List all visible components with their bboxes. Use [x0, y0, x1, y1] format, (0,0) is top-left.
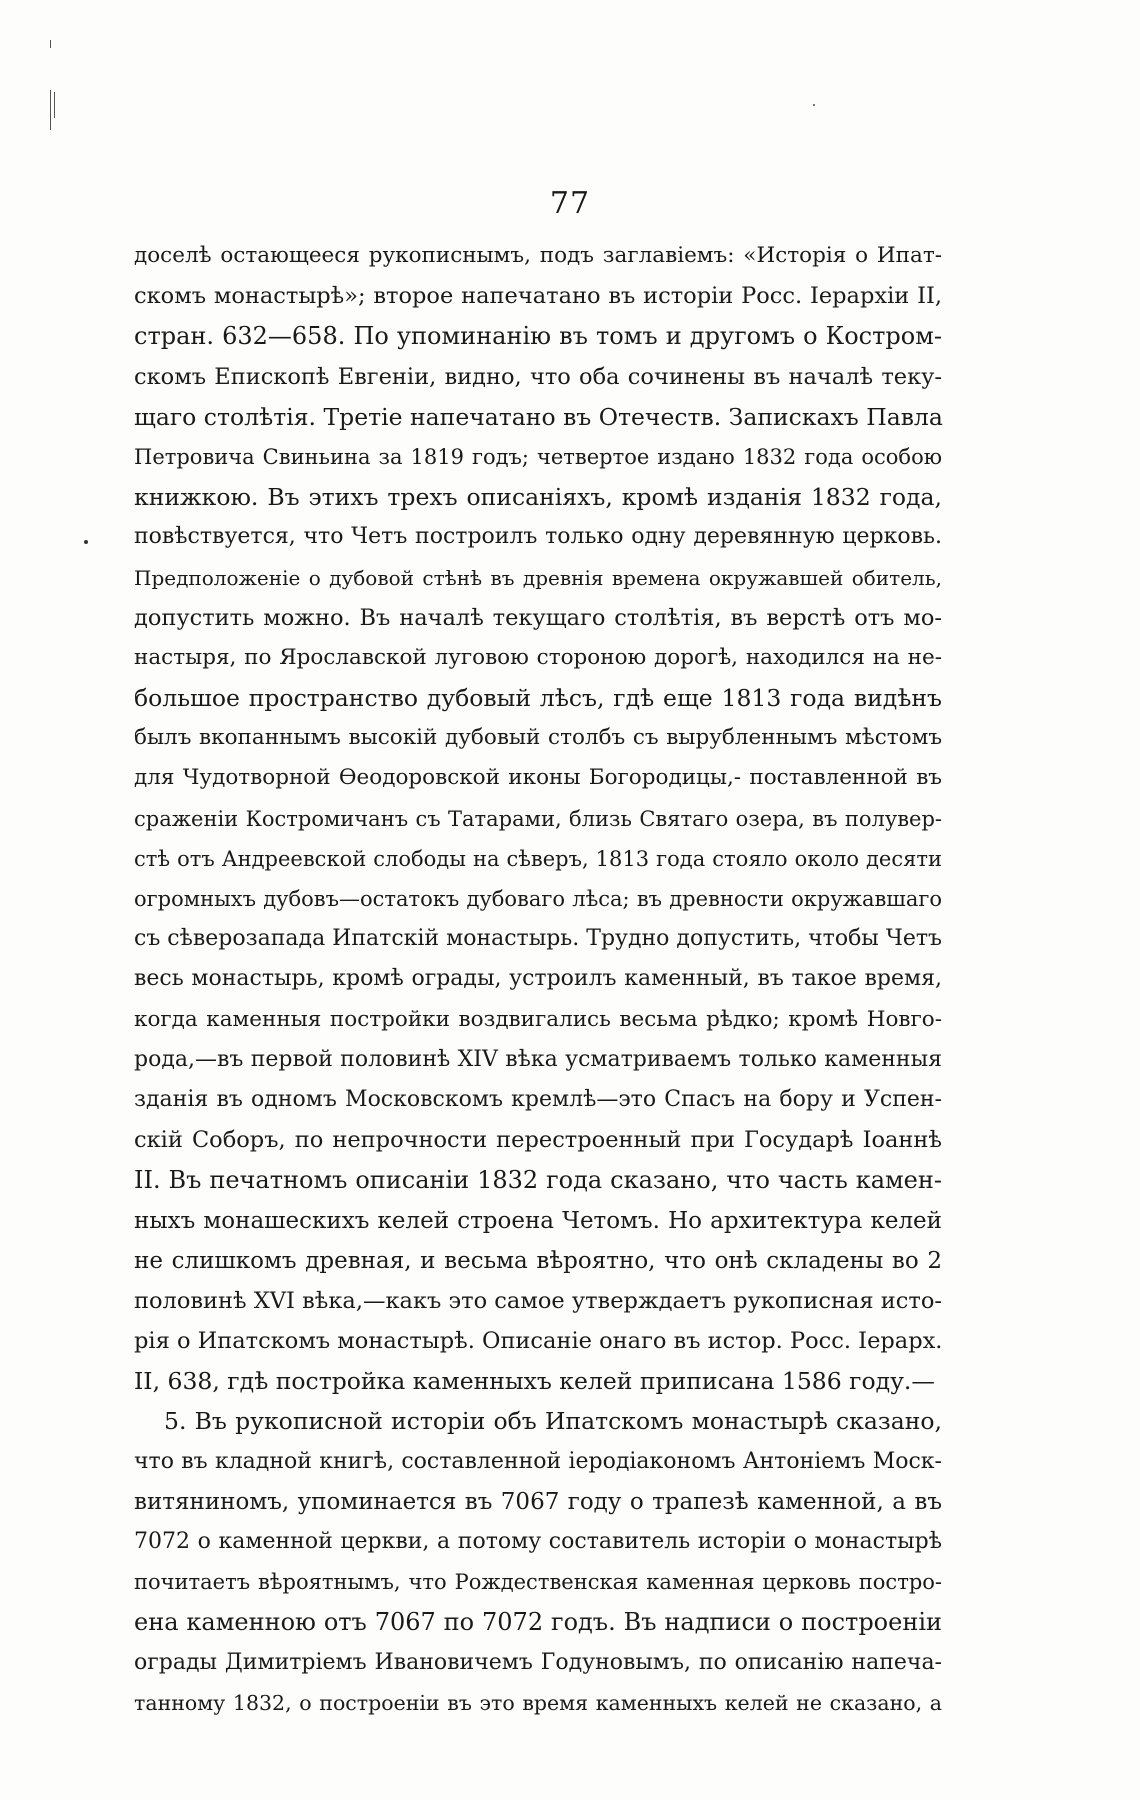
text-line: когда каменныя постройки воздвигались весьма рѣдко; кромѣ Новго-	[134, 1006, 942, 1032]
text-line: съ сѣверозапада Ипатскій монастырь. Трудно допустить, чтобы Четъ	[134, 926, 943, 952]
text-line: доселѣ остающееся рукописнымъ, подъ заглавіемъ: «Исторія о Ипат-	[134, 243, 942, 268]
body-text	[134, 236, 942, 1723]
text-line: былъ вкопаннымъ высокій дубовый столбъ съ вырубленнымъ мѣстомъ	[134, 725, 942, 751]
margin-dot	[84, 540, 88, 544]
text-line: весь монастырь, кромѣ ограды, устроилъ каменный, въ такое время,	[134, 966, 942, 992]
text-line: почитаетъ вѣроятнымъ, что Рождественская каменная церковь постро-	[134, 1570, 942, 1595]
text-line: ограды Димитріемъ Ивановичемъ Годуновымъ, по описанію напеча-	[134, 1649, 942, 1675]
scan-speck	[813, 104, 815, 106]
text-line: скій Соборъ, по непрочности перестроенный при Государѣ Іоаннѣ	[134, 1127, 942, 1154]
text-line: рода,—въ первой половинѣ XIV вѣка усматриваемъ только каменныя	[134, 1046, 942, 1072]
text-line: допустить можно. Въ началѣ текущаго столѣтія, въ верстѣ отъ мо-	[134, 604, 942, 631]
text-line: щаго столѣтія. Третіе напечатано въ Отечеств. Запискахъ Павла	[134, 402, 943, 431]
text-line: Предположеніе о дубовой стѣнѣ въ древнія времена окружавшей обитель,	[134, 565, 942, 590]
text-line: стѣ отъ Андреевской слободы на сѣверъ, 1813 года стояло около десяти	[134, 846, 942, 871]
text-line: не слишкомъ древная, и весьма вѣроятно, что онѣ складены во 2	[134, 1247, 942, 1274]
text-line: ныхъ монашескихъ келей строена Четомъ. Но архитектура келей	[134, 1207, 942, 1234]
text-line: большое пространство дубовый лѣсъ, гдѣ еще 1813 года видѣнъ	[134, 684, 942, 713]
text-line: огромныхъ дубовъ—остатокъ дубоваго лѣса; въ древности окружавшаго	[134, 887, 942, 911]
text-line: танному 1832, о построеніи въ это время каменныхъ келей не сказано, а	[134, 1690, 942, 1715]
text-line: для Чудотворной Ѳеодоровской иконы Богородицы,- поставленной въ	[134, 765, 942, 791]
text-line: настыря, по Ярославской луговою стороною дорогѣ, находился на не-	[134, 644, 942, 670]
text-line: что въ кладной книгѣ, составленной іеродіакономъ Антоніемъ Моск-	[134, 1448, 942, 1474]
page-number: 77	[549, 186, 591, 221]
text-line: скомъ монастырѣ»; второе напечатано въ исторіи Росс. Іерархіи II,	[134, 283, 942, 310]
paragraph-start-line: 5. Въ рукописной исторіи объ Ипатскомъ монастырѣ сказано,	[164, 1407, 942, 1436]
text-line: витяниномъ, упоминается въ 7067 году о трапезѣ каменной, а въ	[134, 1488, 942, 1515]
scan-edge-mark	[50, 90, 51, 130]
text-line: рія о Ипатскомъ монастырѣ. Описаніе онаго въ истор. Росс. Іерарх.	[134, 1328, 943, 1355]
text-line: стран. 632—658. По упоминанію въ томъ и другомъ о Костром-	[134, 322, 942, 351]
text-line: II. Въ печатномъ описаніи 1832 года сказано, что часть камен-	[134, 1166, 942, 1195]
text-line: зданія въ одномъ Московскомъ кремлѣ—это Спасъ на бору и Успен-	[134, 1086, 942, 1112]
text-line: 7072 о каменной церкви, а потому составитель исторіи о монастырѣ	[134, 1529, 942, 1554]
text-line: книжкою. Въ этихъ трехъ описаніяхъ, кромѣ изданія 1832 года,	[134, 483, 942, 512]
text-line: половинѣ XVI вѣка,—какъ это самое утверждаетъ рукописная исто-	[134, 1287, 942, 1314]
scan-edge-mark	[50, 40, 51, 48]
text-line: II, 638, гдѣ постройка каменныхъ келей приписана 1586 году.—	[134, 1367, 935, 1396]
text-line: повѣствуется, что Четъ построилъ только одну деревянную церковь.	[134, 524, 942, 550]
text-line: сраженіи Костромичанъ съ Татарами, близь Святаго озера, въ полувер-	[134, 806, 942, 831]
text-line: ена каменною отъ 7067 по 7072 годъ. Въ надписи о построеніи	[134, 1608, 942, 1637]
text-line: скомъ Епископѣ Евгеніи, видно, что оба сочинены въ началѣ теку-	[134, 363, 942, 390]
scan-edge-mark	[54, 92, 55, 118]
text-line: Петровича Свиньина за 1819 годъ; четвертое издано 1832 года особою	[134, 444, 942, 469]
